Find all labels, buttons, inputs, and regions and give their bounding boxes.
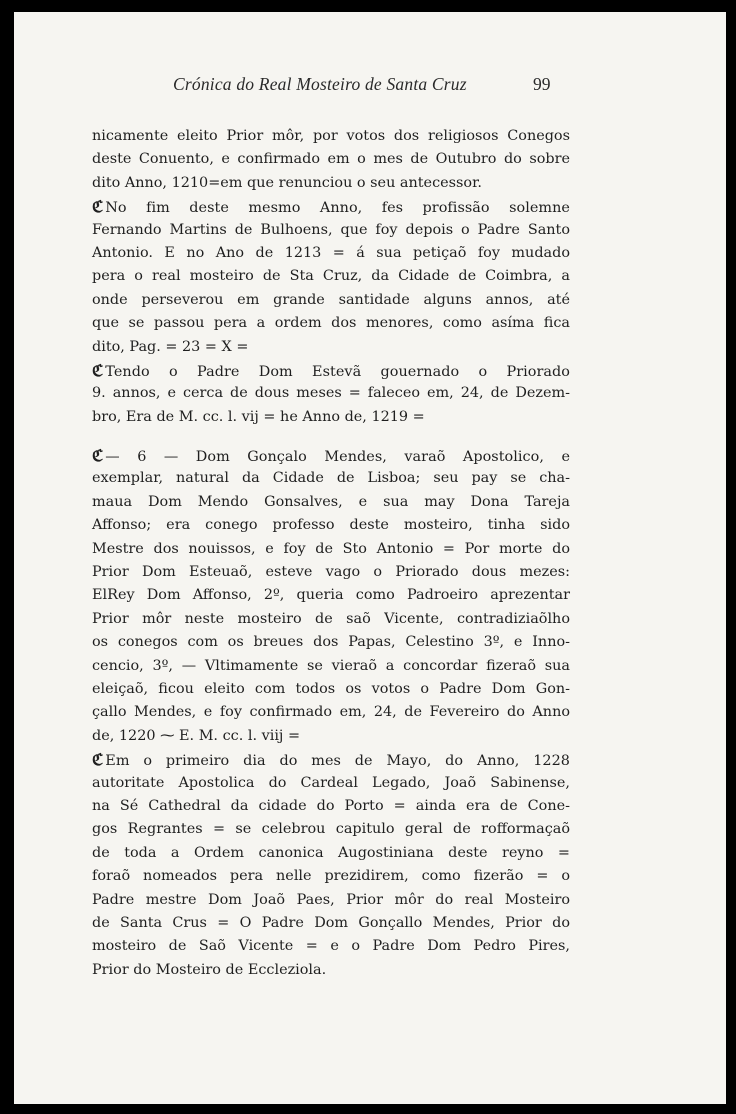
text-line-content: Padre mestre Dom Joaõ Paes, Prior môr do real Mosteiro bbox=[92, 891, 570, 908]
text-line-content: Affonso; era conego professo deste mosteiro, tinha sido bbox=[92, 517, 570, 534]
book-page bbox=[14, 12, 726, 1104]
text-line bbox=[92, 935, 570, 958]
text-line-content: — 6 — Dom Gonçalo Mendes, varaõ Apostolico, e bbox=[105, 449, 570, 466]
text-line bbox=[92, 467, 570, 490]
text-line bbox=[92, 359, 570, 382]
paragraph-gap bbox=[92, 429, 570, 444]
page-number: 99 bbox=[533, 74, 551, 94]
text-line-content: Prior môr neste mosteiro de saõ Vicente, contradiziaõlho bbox=[92, 610, 570, 627]
text-line-content: ElRey Dom Affonso, 2º, queria como Padroeiro aprezentar bbox=[92, 587, 570, 604]
text-line-content: dito, Pag. = 23 = X = bbox=[92, 338, 249, 355]
text-line-content: mosteiro de Saõ Vicente = e o Padre Dom Pedro Pires, bbox=[92, 938, 570, 955]
text-line bbox=[92, 265, 570, 288]
text-line-content: autoritate Apostolica do Cardeal Legado, Joaõ Sabinense, bbox=[92, 774, 570, 791]
text-line bbox=[92, 889, 570, 912]
text-line bbox=[92, 125, 570, 148]
text-line-content: Em o primeiro dia do mes de Mayo, do Anno, 1228 bbox=[105, 753, 570, 770]
text-line bbox=[92, 195, 570, 218]
text-line-content: onde perseverou em grande santidade alguns annos, até bbox=[92, 291, 570, 308]
page-header bbox=[14, 74, 726, 100]
text-line-content: na Sé Cathedral da cidade do Porto = ainda era de Cone- bbox=[92, 797, 570, 814]
text-line bbox=[92, 818, 570, 841]
paragraph-mark-icon: ℭ bbox=[92, 446, 104, 466]
text-line-content: Antonio. E no Ano de 1213 = á sua petiçaõ foy mudado bbox=[92, 244, 570, 261]
text-line bbox=[92, 242, 570, 265]
body-text bbox=[92, 125, 570, 982]
text-line bbox=[92, 491, 570, 514]
text-line-content: deste Conuento, e confirmado em o mes de Outubro do sobre bbox=[92, 151, 570, 168]
text-line-content: Fernando Martins de Bulhoens, que foy depois o Padre Santo bbox=[92, 221, 570, 238]
text-line bbox=[92, 312, 570, 335]
text-line-content: No fim deste mesmo Anno, fes profissão solemne bbox=[105, 200, 570, 217]
text-line bbox=[92, 561, 570, 584]
text-line-content: Tendo o Padre Dom Estevã gouernado o Priorado bbox=[105, 363, 570, 380]
text-line bbox=[92, 172, 570, 195]
text-line-content: dito Anno, 1210=em que renunciou o seu antecessor. bbox=[92, 174, 482, 191]
text-line bbox=[92, 538, 570, 561]
text-line-content: os conegos com os breues dos Papas, Celestino 3º, e Inno- bbox=[92, 634, 570, 651]
text-line bbox=[92, 584, 570, 607]
text-line bbox=[92, 748, 570, 771]
text-line-content: Prior Dom Esteuaõ, esteve vago o Priorado dous mezes: bbox=[92, 564, 570, 581]
paragraph-mark-icon: ℭ bbox=[92, 750, 104, 770]
text-line-content: eleiçaõ, ficou eleito com todos os votos o Padre Dom Gon- bbox=[92, 680, 570, 697]
text-line-content: 9. annos, e cerca de dous meses = faleceo em, 24, de Dezem- bbox=[92, 385, 570, 402]
text-line-content: de toda a Ordem canonica Augostiniana deste reyno = bbox=[92, 844, 570, 861]
text-line-content: foraõ nomeados pera nelle prezidirem, como fizerão = o bbox=[92, 868, 570, 885]
paragraph-mark-icon: ℭ bbox=[92, 197, 104, 217]
text-line-content: bro, Era de M. cc. l. vij = he Anno de, 1219 = bbox=[92, 408, 425, 425]
text-line bbox=[92, 219, 570, 242]
text-line bbox=[92, 336, 570, 359]
text-line bbox=[92, 725, 570, 748]
text-line-content: de, 1220 ⁓ E. M. cc. l. viij = bbox=[92, 727, 301, 744]
text-line-content: de Santa Crus = O Padre Dom Gonçallo Mendes, Prior do bbox=[92, 914, 570, 931]
text-line-content: çallo Mendes, e foy confirmado em, 24, de Fevereiro do Anno bbox=[92, 704, 570, 721]
text-line bbox=[92, 701, 570, 724]
running-title: Crónica do Real Mosteiro de Santa Cruz bbox=[173, 74, 467, 94]
text-line bbox=[92, 912, 570, 935]
text-line bbox=[92, 678, 570, 701]
text-line bbox=[92, 795, 570, 818]
text-line bbox=[92, 444, 570, 467]
paragraph-mark-icon: ℭ bbox=[92, 360, 104, 380]
text-line-content: nicamente eleito Prior môr, por votos dos religiosos Conegos bbox=[92, 128, 570, 144]
text-line bbox=[92, 655, 570, 678]
text-line bbox=[92, 631, 570, 654]
text-line bbox=[92, 382, 570, 405]
text-line-content: gos Regrantes = se celebrou capitulo geral de rofformaçaõ bbox=[92, 821, 570, 838]
text-line bbox=[92, 959, 570, 982]
text-line-content: pera o real mosteiro de Sta Cruz, da Cidade de Coimbra, a bbox=[92, 268, 570, 285]
text-line bbox=[92, 289, 570, 312]
text-line bbox=[92, 406, 570, 429]
text-line bbox=[92, 865, 570, 888]
text-line-content: que se passou pera a ordem dos menores, como asíma fica bbox=[92, 315, 570, 332]
text-line-content: Prior do Mosteiro de Eccleziola. bbox=[92, 961, 327, 978]
text-line-content: exemplar, natural da Cidade de Lisboa; seu pay se cha- bbox=[92, 470, 570, 487]
text-line bbox=[92, 608, 570, 631]
text-line bbox=[92, 148, 570, 171]
text-line bbox=[92, 842, 570, 865]
text-line-content: maua Dom Mendo Gonsalves, e sua may Dona Tareja bbox=[92, 493, 570, 510]
text-line-content: cencio, 3º, — Vltimamente se vieraõ a concordar fizeraõ sua bbox=[92, 657, 570, 674]
text-line bbox=[92, 772, 570, 795]
text-line bbox=[92, 514, 570, 537]
text-line-content: Mestre dos nouissos, e foy de Sto Antonio = Por morte do bbox=[92, 540, 570, 557]
